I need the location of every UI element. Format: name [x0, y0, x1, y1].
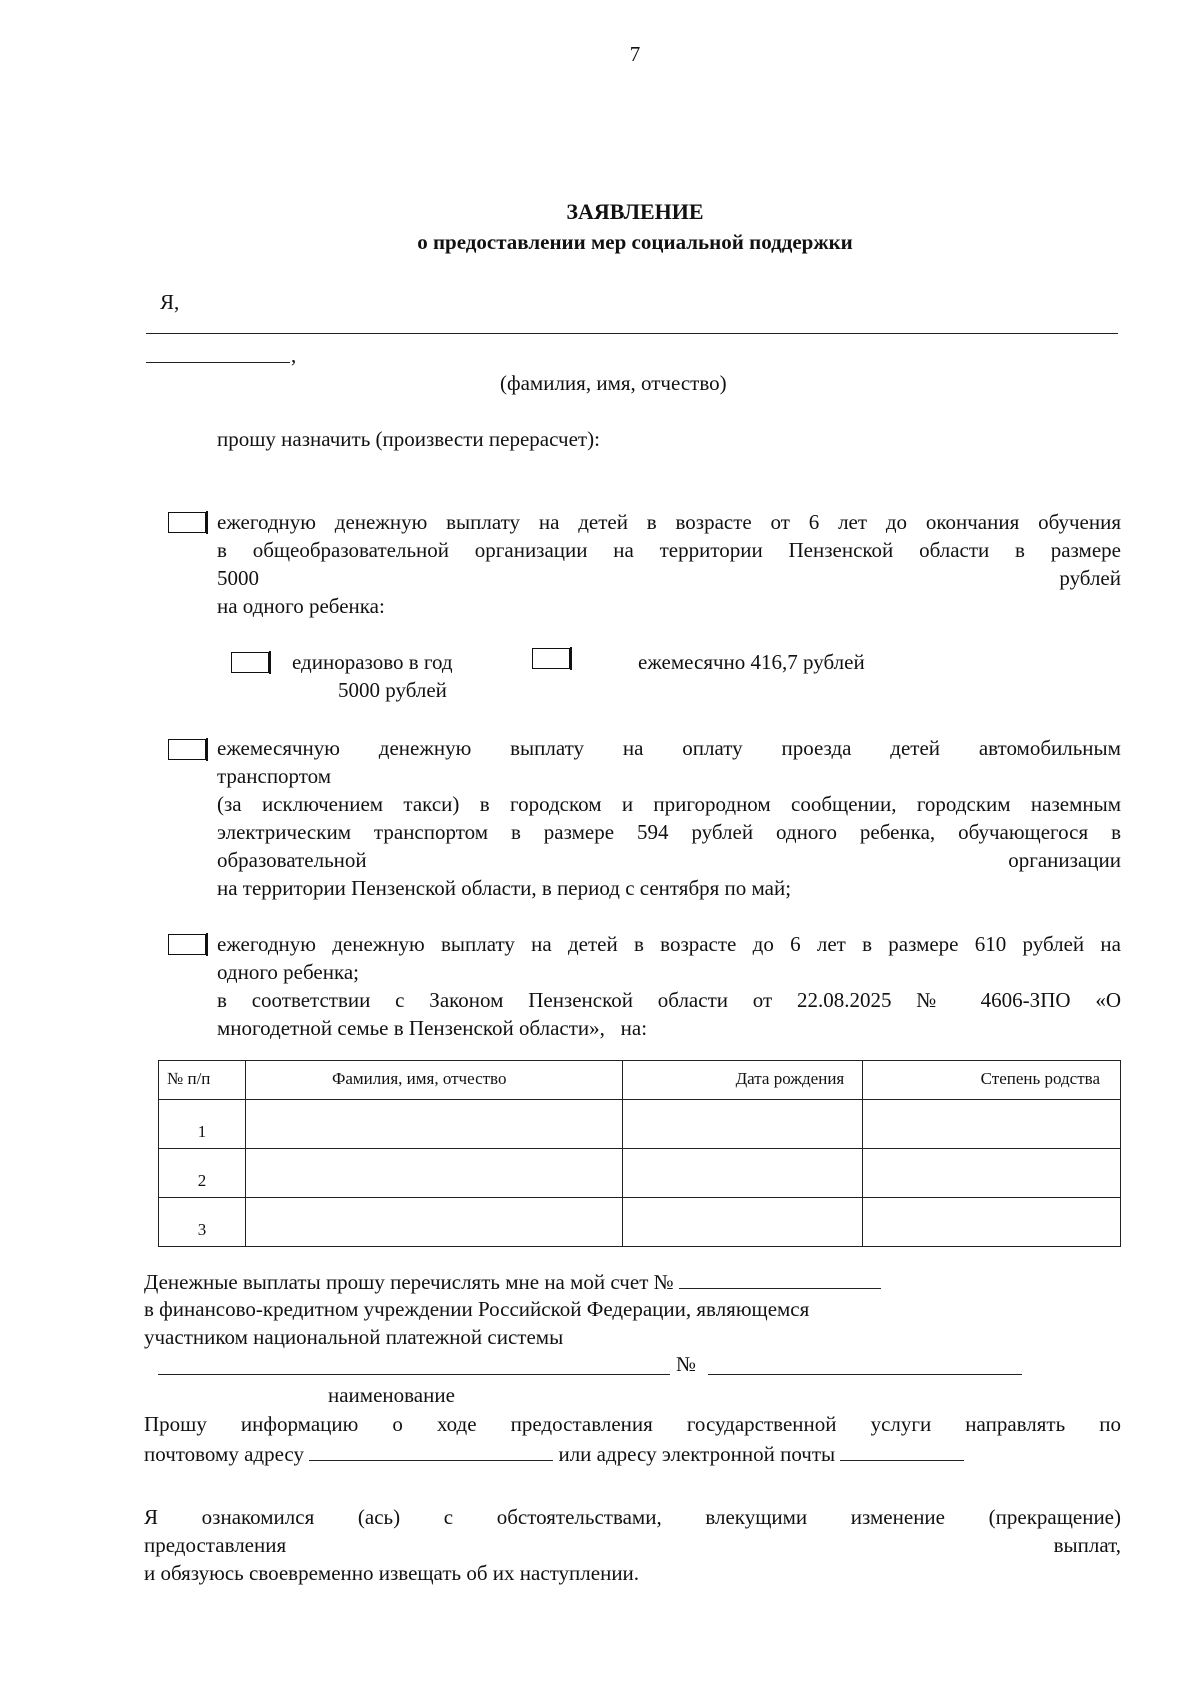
- table-row: [159, 1149, 1121, 1198]
- option2-line6: на территории Пензенской области, в период с сентября по май;: [217, 876, 792, 900]
- relation-cell[interactable]: [863, 1100, 1121, 1149]
- fio-cell[interactable]: [245, 1149, 623, 1198]
- bank-name-field[interactable]: [158, 1374, 670, 1375]
- word: денежную: [378, 736, 472, 760]
- postal-address-field[interactable]: [309, 1438, 553, 1461]
- document-title: ЗАЯВЛЕНИЕ: [566, 199, 704, 224]
- word: выплат,: [1053, 1533, 1121, 1557]
- table-row: [159, 1198, 1121, 1247]
- info-line1: Прошу информацию о ходе предоставления государственной услуги направлять по: [144, 1412, 1121, 1436]
- bank-number-sign: №: [676, 1352, 697, 1376]
- email-field[interactable]: [840, 1438, 964, 1461]
- option2-line4: электрическим транспортом в размере 594 рублей одного ребенка, обучающегося в: [217, 820, 1121, 844]
- info-line2: [144, 1438, 1121, 1468]
- once-per-year-amount: 5000 рублей: [338, 678, 447, 702]
- option2-line3: (за исключением такси) в городском и пригородном сообщении, городским наземным: [217, 792, 1121, 816]
- relation-cell[interactable]: [863, 1149, 1121, 1198]
- row-number: 3: [159, 1198, 246, 1247]
- children-table: [158, 1060, 1121, 1247]
- once-per-year-label: единоразово в год: [292, 650, 453, 674]
- word: оплату: [682, 736, 743, 760]
- row-number: 1: [159, 1100, 246, 1149]
- word: выплату: [510, 736, 585, 760]
- option-transport-text: [217, 734, 1121, 902]
- ack-line3: и обязуюсь своевременно извещать об их наступлении.: [144, 1561, 640, 1585]
- word: ежемесячную: [217, 736, 340, 760]
- email-label: или адресу электронной почты: [558, 1442, 836, 1466]
- acknowledgement-block: [144, 1503, 1121, 1587]
- word: на: [622, 736, 644, 760]
- col-header-fio: Фамилия, имя, отчество: [245, 1061, 623, 1100]
- option2-line2: транспортом: [217, 764, 332, 788]
- col-header-birthdate: Дата рождения: [623, 1061, 863, 1100]
- option-transport-checkbox[interactable]: [168, 739, 206, 760]
- option1-amount-line: [217, 564, 1121, 592]
- option-annual-school-checkbox[interactable]: [168, 512, 206, 533]
- relation-cell[interactable]: [863, 1198, 1121, 1247]
- option-under-six-checkbox[interactable]: [168, 934, 206, 955]
- option-annual-school-text: [217, 508, 1121, 620]
- bank-number-field[interactable]: [708, 1374, 1022, 1375]
- postal-address-label: почтовому адресу: [144, 1442, 304, 1466]
- fio-input-line-1[interactable]: [146, 333, 1118, 334]
- payment-account-label: Денежные выплаты прошу перечислять мне на мой счет №: [144, 1270, 674, 1294]
- option1-per-child: на одного ребенка:: [217, 594, 385, 618]
- word: образовательной: [217, 848, 367, 872]
- ack-line2: [144, 1531, 1121, 1559]
- i-label: Я,: [160, 290, 180, 314]
- option2-line1: [217, 734, 1121, 762]
- option1-amount: 5000: [217, 566, 259, 590]
- once-per-year-checkbox[interactable]: [231, 652, 269, 673]
- word: организации: [1008, 848, 1121, 872]
- option3-line4: многодетной семье в Пензенской области», на:: [217, 1016, 648, 1040]
- word: автомобильным: [978, 736, 1121, 760]
- col-header-number: № п/п: [159, 1061, 246, 1100]
- payment-line1: [144, 1266, 881, 1296]
- option1-line: ежегодную денежную выплату на детей в возрасте от 6 лет до окончания обучения: [217, 510, 1121, 534]
- fio-input-line-2[interactable]: [146, 362, 290, 363]
- option3-line2: одного ребенка;: [217, 960, 359, 984]
- option-under-six-text: [217, 930, 1121, 1042]
- fio-comma: ,: [291, 343, 297, 367]
- page-number: 7: [629, 42, 641, 66]
- row-number: 2: [159, 1149, 246, 1198]
- option3-line1: ежегодную денежную выплату на детей в возрасте до 6 лет в размере 610 рублей на: [217, 932, 1121, 956]
- fio-caption: (фамилия, имя, отчество): [500, 371, 727, 395]
- monthly-label: ежемесячно 416,7 рублей: [638, 650, 865, 674]
- payment-line2: в финансово-кредитном учреждении Российской Федерации, являющемся: [144, 1297, 810, 1321]
- word: детей: [890, 736, 941, 760]
- bank-name-caption: наименование: [328, 1383, 455, 1407]
- birthdate-cell[interactable]: [623, 1198, 863, 1247]
- monthly-checkbox[interactable]: [532, 648, 570, 669]
- word: проезда: [781, 736, 852, 760]
- option3-line3: в соответствии с Законом Пензенской области от 22.08.2025 № 4606-ЗПО «О: [217, 988, 1121, 1012]
- info-block: [144, 1410, 1121, 1468]
- col-header-relation: Степень родства: [863, 1061, 1121, 1100]
- option2-line5: [217, 846, 1121, 874]
- table-header-row: [159, 1061, 1121, 1100]
- birthdate-cell[interactable]: [623, 1149, 863, 1198]
- ack-line1: Я ознакомился (ась) с обстоятельствами, влекущими изменение (прекращение): [144, 1505, 1121, 1529]
- birthdate-cell[interactable]: [623, 1100, 863, 1149]
- word: предоставления: [144, 1533, 287, 1557]
- fio-cell[interactable]: [245, 1100, 623, 1149]
- document-subtitle: о предоставлении мер социальной поддержки: [417, 230, 853, 254]
- option1-line: в общеобразовательной организации на территории Пензенской области в размере: [217, 538, 1121, 562]
- request-text: прошу назначить (произвести перерасчет):: [217, 427, 600, 451]
- table-row: [159, 1100, 1121, 1149]
- payment-line3: участником национальной платежной системы: [144, 1325, 564, 1349]
- account-number-field[interactable]: [679, 1266, 881, 1289]
- fio-cell[interactable]: [245, 1198, 623, 1247]
- option1-currency: рублей: [1059, 566, 1121, 590]
